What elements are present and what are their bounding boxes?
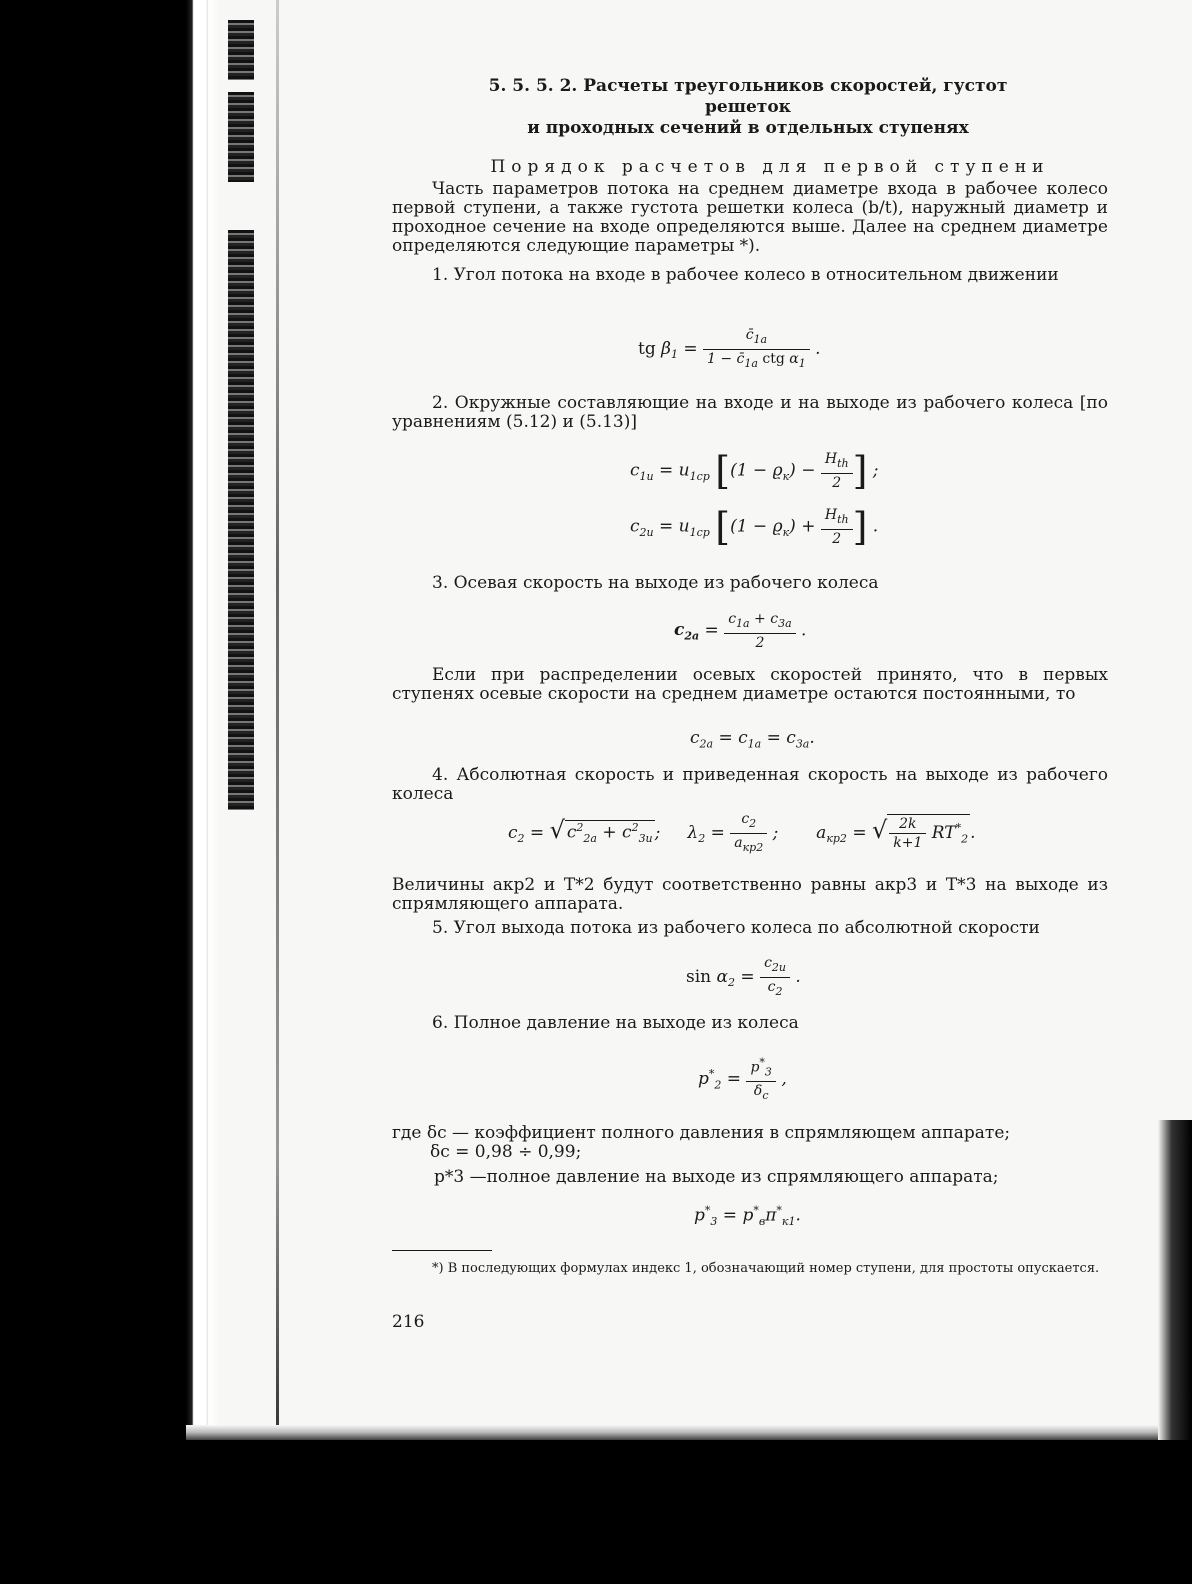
- formula-c2-lambda-akr: $c_2$ = √ $c^2_{2a} + c^2_{3u}$ ; $\lambda_2$ = $\frac{c_2}{a_{кр2}}$ ; $a_{кр2}$ = √ $\frac{2k}{k+1}$ $RT^*_2$ .: [508, 811, 976, 854]
- paragraph-where1: где δc — коэффициент полного давления в спрямляющем аппарате;: [392, 1123, 1011, 1143]
- scan-border-left: [0, 0, 186, 1584]
- formula-c2u: $c_{2u} = u_{1ср}$ [$(1 - ϱ_к)$ + $\frac{H_{th}}{2}$ ] .: [630, 504, 879, 549]
- formula-tg-beta1: tg $\beta_1$ = $\frac{c̄_{1a}}{1 - c̄_{1a} ctg \alpha_1}$ .: [638, 327, 821, 370]
- formula-c1u: $c_{1u} = u_{1ср}$ [$(1 - ϱ_к)$ − $\frac{H_{th}}{2}$ ] ;: [630, 448, 879, 493]
- page-spine: [276, 0, 279, 1440]
- paragraph-item3: 3. Осевая скорость на выходе из рабочего колеса: [432, 573, 879, 593]
- section-heading-line1: 5. 5. 5. 2. Расчеты треугольников скоростей, густот решеток: [488, 76, 1008, 117]
- paragraph-intro: Часть параметров потока на среднем диаметре входа в рабочее колесо первой ступени, а также густота решетки колеса (b/t), наружный диаметр и проходное сечение на входе определяются выше. Далее на среднем диаметре определяются следующие параметры *).: [392, 179, 1108, 256]
- paragraph-if-axial: Если при распределении осевых скоростей принято, что в первых ступенях осевые скорости на среднем диаметре остаются постоянными, то: [392, 665, 1108, 704]
- paragraph-item1: 1. Угол потока на входе в рабочее колесо в относительном движении: [432, 265, 1059, 285]
- paragraph-item5: 5. Угол выхода потока из рабочего колеса по абсолютной скорости: [432, 918, 1040, 938]
- book-page: [392, 76, 1108, 1332]
- scan-border-bottom: [0, 1440, 1192, 1584]
- section-heading: [448, 76, 1048, 139]
- paragraph-values-note: Величины aкр2 и T*2 будут соответственно равны aкр3 и T*3 на выходе из спрямляющего аппарата.: [392, 875, 1108, 914]
- formula-sin-alpha2: $\sin \alpha_2$ = $\frac{c_{2u}}{c_2}$ .: [686, 955, 801, 998]
- paragraph-where2: p*3 —полное давление на выходе из спрямляющего аппарата;: [434, 1167, 999, 1187]
- scan-edge-left: [186, 0, 220, 1584]
- scan-mark: [228, 230, 254, 810]
- scan-mark: [228, 92, 254, 182]
- scan-border-right: [1158, 1120, 1192, 1440]
- section-heading-line2: и проходных сечений в отдельных ступенях: [527, 118, 969, 138]
- paragraph-item4: 4. Абсолютная скорость и приведенная скорость на выходе из рабочего колеса: [392, 765, 1108, 804]
- formula-p3-star: $p^*_3 = p^*_в\pi^*_{к1}$.: [694, 1204, 801, 1229]
- formula-p2-star: $p^*_2$ = $\frac{p^*_3}{\delta_c}$ ,: [698, 1056, 787, 1103]
- footnote-rule: [392, 1250, 492, 1251]
- paragraph-item2: 2. Окружные составляющие на входе и на выходе из рабочего колеса [по уравнениям (5.12) и (5.13)]: [392, 393, 1108, 432]
- footnote: *) В последующих формулах индекс 1, обозначающий номер ступени, для простоты опускается.: [432, 1261, 1100, 1276]
- formula-axial-equal: $c_{2a} = c_{1a} = c_{3a}$.: [690, 728, 815, 751]
- formula-c2a: $c_{2a}$ = $\frac{c_{1a} + c_{3a}}{2}$ .: [674, 611, 807, 651]
- paragraph-where1b: δc = 0,98 ÷ 0,99;: [430, 1142, 582, 1162]
- paragraph-item6: 6. Полное давление на выходе из колеса: [432, 1013, 799, 1033]
- scan-mark: [228, 20, 254, 80]
- subheading: Порядок расчетов для первой ступени: [490, 157, 1050, 177]
- page-number: 216: [392, 1312, 425, 1332]
